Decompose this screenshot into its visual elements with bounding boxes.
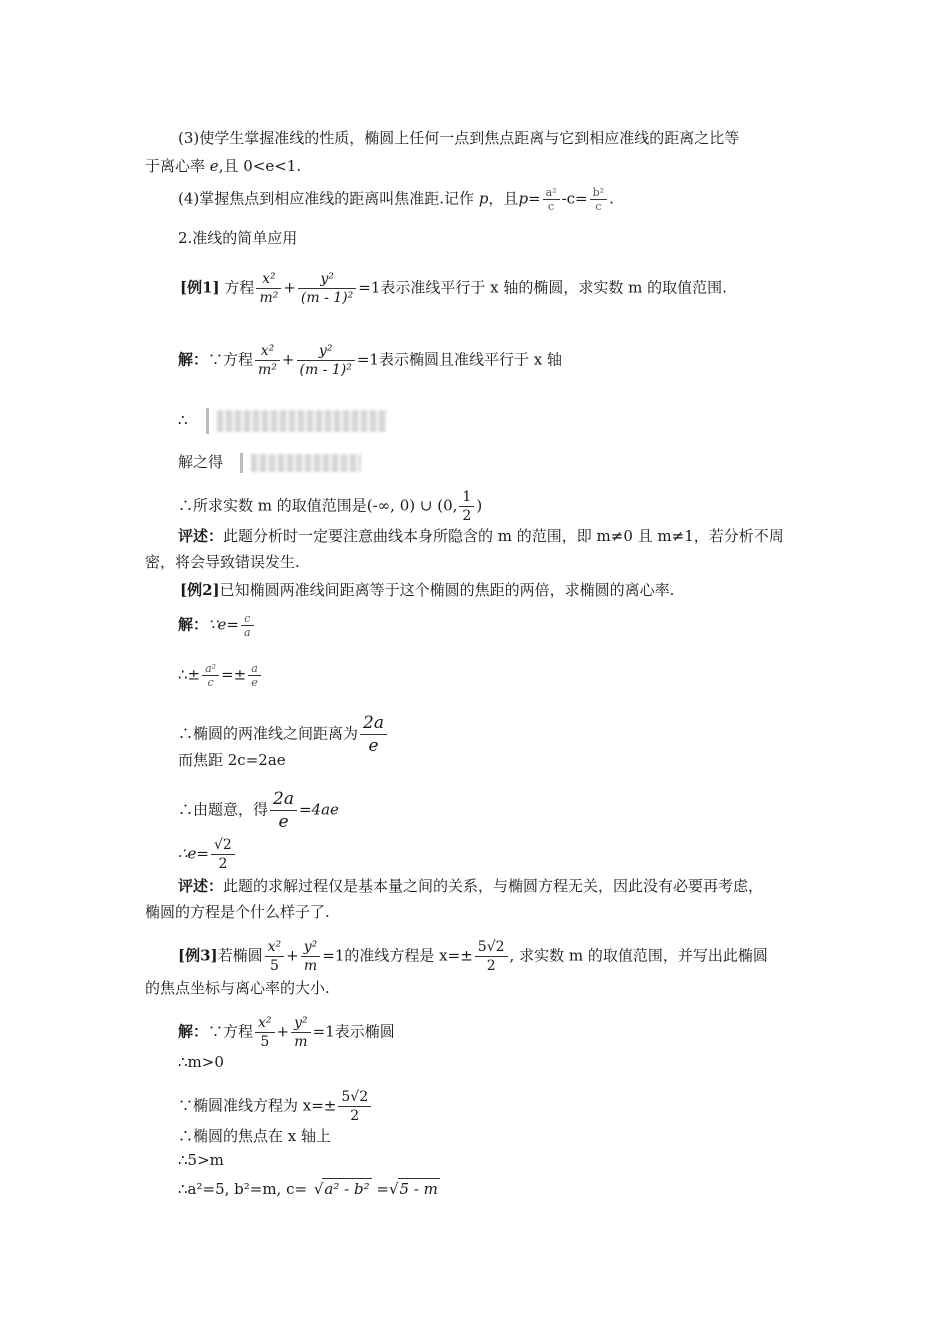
comment-1-line-2: 密，将会导致错误发生. [145,553,300,571]
solution-1-solve: 解之得 [178,452,361,473]
solution-2-line-2: ∴± $\frac{\text{a²}}{c}$ =± $\frac{a}{e}$ [178,662,263,689]
solution-1-range: ∴所求实数 m 的取值范围是(-∞, 0) ∪ (0, $\frac{1}{2}$ ) [178,489,483,524]
solution-3-line-3: ∵椭圆准线方程为 x=± $\frac{5√2}{2}$ [178,1088,373,1125]
fraction: $\frac{\text{b²}}{c}$ [590,186,607,213]
solution-3-line-2: ∴m>0 [178,1053,224,1071]
fraction: $\frac{1}{2}$ [459,488,474,525]
fraction: $\frac{5√2}{2}$ [338,1088,371,1125]
fraction: $\frac{\text{y²}}{m}$ [291,1014,311,1051]
solution-2-line-5: ∴由题意，得 $\frac{2a}{e}$ =4ae [178,789,339,832]
blurred-formula-image [217,410,387,432]
solution-1-system: ∴ [178,408,387,434]
example-3-line-2: 的焦点坐标与离心率的大小. [145,979,330,997]
fraction: $\frac{c}{a}$ [241,612,254,639]
brace-decoration [206,408,209,434]
fraction: $\frac{\text{y²}}{m}$ [301,938,321,975]
solution-3-line-6: ∴a²=5, b²=m, c= √a² - b² =√5 - m [178,1180,438,1198]
fraction: $\frac{5√2}{2}$ [475,938,508,975]
comment-2-line-1: 评述：此题的求解过程仅是基本量之间的关系，与椭圆方程无关，因此没有必要再考虑， [178,877,764,895]
section-heading: 2.准线的简单应用 [178,229,298,247]
comment-2-line-2: 椭圆的方程是个什么样子了. [145,903,330,921]
example-3-line-1: [例3]若椭圆 $\frac{\text{x²}}{5}$ + $\frac{\text{y²}}{m}$ =1的准线方程是 x=± $\frac{5√2}{2}$ , 求实数 m 的取值范围，并写出此椭圆 [178,939,768,974]
solution-3-line-1: 解：∵方程 $\frac{\text{x²}}{5}$ + $\frac{\text{y²}}{m}$ =1表示椭圆 [178,1015,395,1050]
sqrt-radicand: a² - b² [324,1180,370,1198]
para-3-line-1: (3)使学生掌握准线的性质，椭圆上任何一点到焦点距离与它到相应准线的距离之比等 [178,129,740,147]
brace-decoration [240,453,243,473]
solution-2-line-6: ∴e= $\frac{√2}{2}$ [178,836,237,873]
fraction: $\frac{\text{x²}}{\text{m²}}$ [255,342,280,379]
fraction: $\frac{a}{e}$ [248,662,261,689]
fraction: $\frac{2a}{e}$ [360,712,387,757]
fraction: $\frac{√2}{2}$ [211,836,235,873]
solution-2-line-1: 解：∵e= $\frac{c}{a}$ [178,612,256,639]
blurred-formula-image [251,454,361,472]
comment-1-line-1: 评述：此题分析时一定要注意曲线本身所隐含的 m 的范围，即 m≠0 且 m≠1，若分析不周 [178,527,784,545]
fraction: $\frac{\text{y²}}{\text{(m - 1)²}}$ [297,342,355,379]
fraction: $\frac{\text{x²}}{\text{m²}}$ [256,270,281,307]
fraction: $\frac{2a}{e}$ [270,788,297,833]
fraction: $\frac{\text{x²}}{5}$ [255,1014,275,1051]
solution-1-line-1: 解：∵方程 $\frac{\text{x²}}{\text{m²}}$ + $\frac{\text{y²}}{\text{(m - 1)²}}$ =1表示椭圆且准线平行于 x 轴 [178,343,562,378]
para-3-line-2: 于离心率 e,且 0<e<1. [145,157,302,175]
fraction: $\frac{\text{a²}}{c}$ [202,662,219,689]
sqrt-radicand: 5 - m [399,1180,438,1198]
fraction: $\frac{\text{a²}}{c}$ [543,186,560,213]
solution-3-line-4: ∴椭圆的焦点在 x 轴上 [178,1127,331,1145]
fraction: $\frac{\text{x²}}{5}$ [265,938,285,975]
solution-3-line-5: ∴5>m [178,1151,224,1169]
fraction: $\frac{\text{y²}}{\text{(m - 1)²}}$ [298,270,356,307]
para-4: (4)掌握焦点到相应准线的距离叫焦准距.记作 p，且p= $\frac{\text{a²}}{c}$ -c= $\frac{\text{b²}}{c}$ . [178,186,614,213]
example-2: [例2]已知椭圆两准线间距离等于这个椭圆的焦距的两倍，求椭圆的离心率. [180,581,675,599]
solution-2-line-4: 而焦距 2c=2ae [178,751,286,769]
example-1: [例1] 方程 $\frac{\text{x²}}{\text{m²}}$ + $\frac{\text{y²}}{\text{(m - 1)²}}$ =1表示准线平行于 x 轴的椭圆，求实数 m 的取值范围. [180,271,727,306]
solution-2-line-3: ∴椭圆的两准线之间距离为 $\frac{2a}{e}$ [178,712,389,757]
